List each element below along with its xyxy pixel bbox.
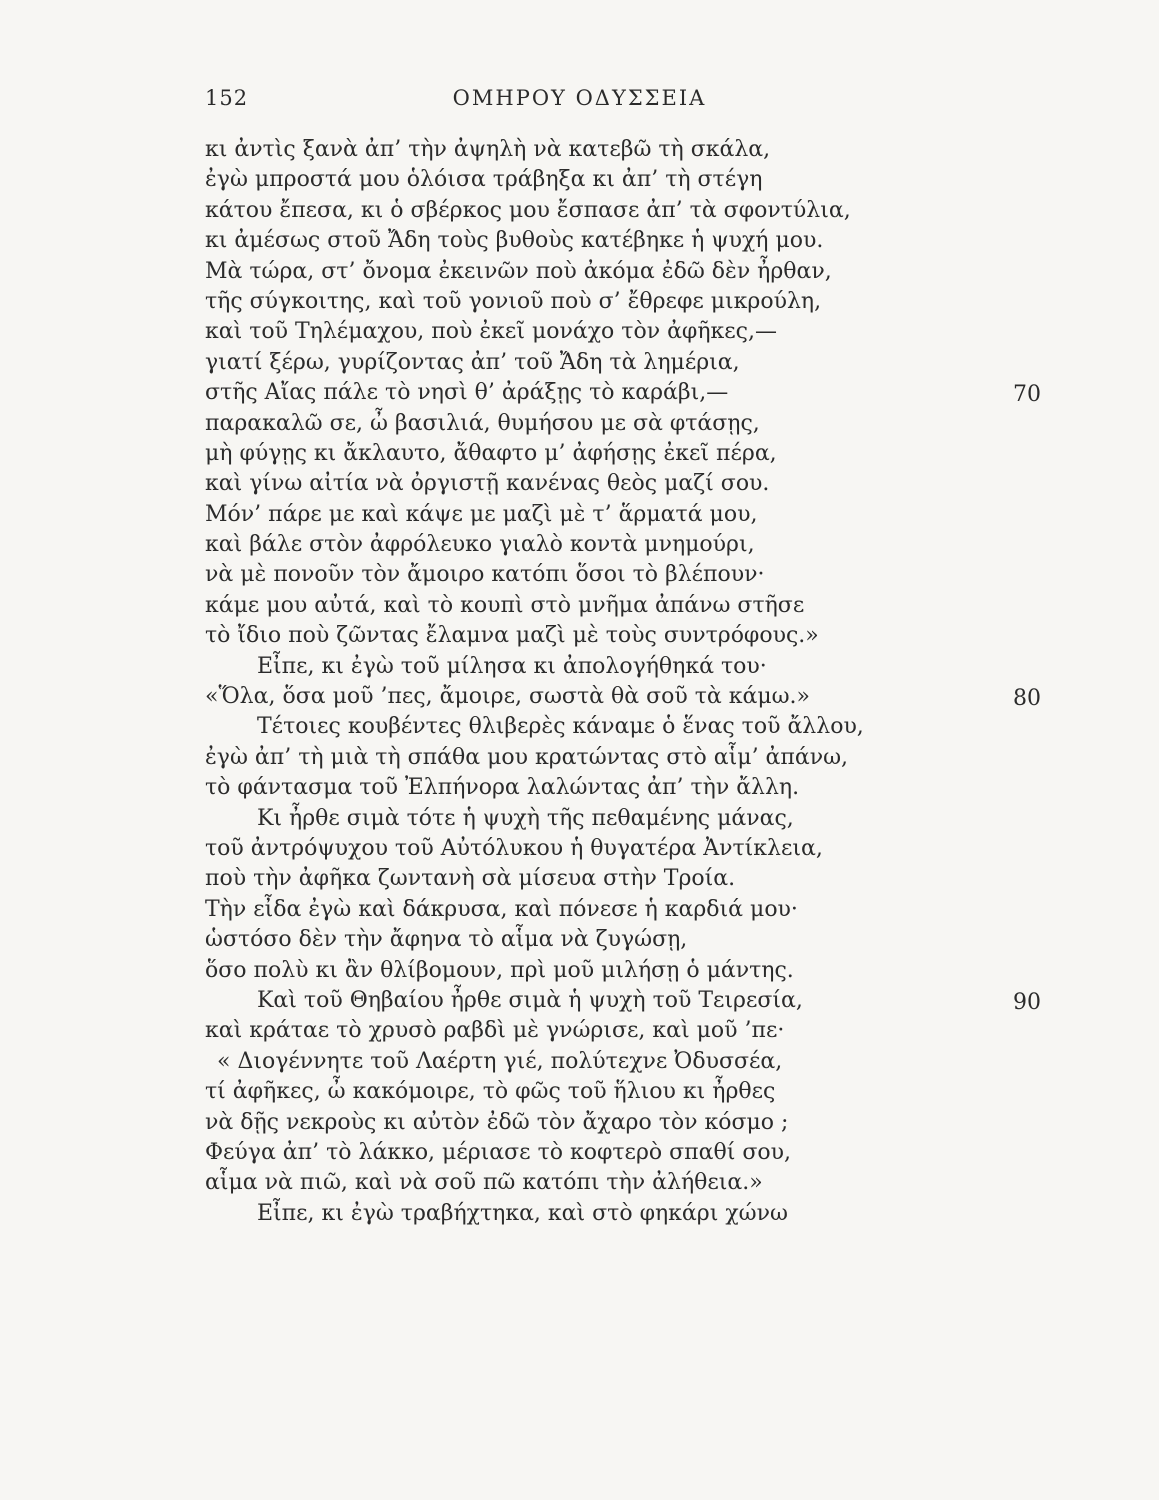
verse-line (205, 1108, 1045, 1138)
verse-line-text: στῆς Αἴας πάλε τὸ νησὶ θ’ ἀράξῃς τὸ καράβι,— (205, 380, 729, 406)
verse-line (205, 712, 1045, 742)
verse-line-text: «Ὅλα, ὅσα μοῦ ’πες, ἄμοιρε, σωστὰ θὰ σοῦ τὰ κάμω.» (205, 684, 811, 710)
verse-line-text: μὴ φύγῃς κι ἄκλαυτο, ἄθαφτο μ’ ἀφήσῃς ἐκεῖ πέρα, (205, 440, 777, 466)
verse-line (205, 1199, 1045, 1229)
verse-line (205, 317, 1045, 347)
verse-line (205, 1077, 1045, 1107)
verse-line (205, 560, 1045, 590)
verse-line (205, 409, 1045, 439)
verse-line (205, 652, 1045, 682)
verse-line (205, 348, 1045, 378)
verse-line (205, 773, 1045, 803)
verse-line (205, 439, 1045, 469)
verse-line-text: καὶ γίνω αἰτία νὰ ὀργιστῇ κανένας θεὸς μαζί σου. (205, 471, 770, 497)
verse-line-text: κάμε μου αὐτά, καὶ τὸ κουπὶ στὸ μνῆμα ἀπάνω στῆσε (205, 592, 805, 618)
verse-line (205, 1138, 1045, 1168)
verse-line-text: Τὴν εἶδα ἐγὼ καὶ δάκρυσα, καὶ πόνεσε ἡ καρδιά μου· (205, 896, 798, 922)
verse-line-text: Εἶπε, κι ἐγὼ τραβήχτηκα, καὶ στὸ φηκάρι χώνω (257, 1200, 788, 1226)
verse-line (205, 895, 1045, 925)
verse-line (205, 469, 1045, 499)
verse-line-text: τὸ ἴδιο ποὺ ζῶντας ἔλαμνα μαζὶ μὲ τοὺς συντρόφους.» (205, 623, 819, 649)
verse-line-text: τοῦ ἀντρόψυχου τοῦ Αὐτόλυκου ἡ θυγατέρα Ἀντίκλεια, (205, 835, 823, 861)
verse-line-text: ὅσο πολὺ κι ἂν θλίβομουν, πρὶ μοῦ μιλήσῃ ὁ μάντης. (205, 957, 794, 983)
verse-line (205, 682, 1045, 712)
verse-line-text: ποὺ τὴν ἀφῆκα ζωντανὴ σὰ μίσευα στὴν Τροία. (205, 866, 736, 892)
verse-line-text: Φεύγα ἀπ’ τὸ λάκκο, μέριασε τὸ κοφτερὸ σπαθί σου, (205, 1139, 791, 1165)
verse-line-text: καὶ τοῦ Τηλέμαχου, ποὺ ἐκεῖ μονάχο τὸν ἀφῆκες,— (205, 319, 777, 345)
verse-line-text: Τέτοιες κουβέντες θλιβερὲς κάναμε ὁ ἕνας τοῦ ἄλλου, (257, 714, 864, 740)
verse-line (205, 743, 1045, 773)
verse-line-text: Μόν’ πάρε με καὶ κάψε με μαζὶ μὲ τ’ ἅρματά μου, (205, 501, 758, 527)
verse-line (205, 378, 1045, 408)
verse-line-text: τί ἀφῆκες, ὦ κακόμοιρε, τὸ φῶς τοῦ ἥλιου κι ἦρθες (205, 1079, 776, 1105)
verse-line (205, 257, 1045, 287)
verse-line (205, 500, 1045, 530)
verse-line (205, 226, 1045, 256)
verse-line-text: αἷμα νὰ πιῶ, καὶ νὰ σοῦ πῶ κατόπι τὴν ἀλήθεια.» (205, 1170, 763, 1196)
running-title: ΟΜΗΡΟΥ ΟΔΥΣΣΕΙΑ (452, 86, 707, 110)
verse-line (205, 621, 1045, 651)
verse-line-text: « Διογέννητε τοῦ Λαέρτη γιέ, πολύτεχνε Ὀδυσσέα, (217, 1048, 783, 1074)
verse-line (205, 864, 1045, 894)
verse-line-text: ἐγὼ μπροστά μου ὁλόισα τράβηξα κι ἀπ’ τὴ στέγη (205, 167, 763, 193)
verse-line-text: Εἶπε, κι ἐγὼ τοῦ μίλησα κι ἀπολογήθηκά του· (257, 653, 767, 679)
verse-line (205, 165, 1045, 195)
verse-line-text: κι ἀντὶς ξανὰ ἀπ’ τὴν ἀψηλὴ νὰ κατεβῶ τὴ σκάλα, (205, 137, 771, 162)
verse-line (205, 834, 1045, 864)
verse-block (205, 135, 1045, 1229)
verse-line-text: γιατί ξέρω, γυρίζοντας ἀπ’ τοῦ Ἄδη τὰ λημέρια, (205, 349, 740, 375)
verse-line-text: καὶ κράταε τὸ χρυσὸ ραβδὶ μὲ γνώρισε, καὶ μοῦ ’πε· (205, 1018, 785, 1044)
verse-line (205, 804, 1045, 834)
verse-line (205, 1016, 1045, 1046)
verse-line-text: κάτου ἔπεσα, κι ὁ σβέρκος μου ἔσπασε ἀπ’ τὰ σφοντύλια, (205, 197, 851, 223)
verse-line (205, 956, 1045, 986)
verse-line (205, 986, 1045, 1016)
verse-line-text: ἐγὼ ἀπ’ τὴ μιὰ τὴ σπάθα μου κρατώντας στὸ αἷμ’ ἀπάνω, (205, 744, 849, 770)
verse-line (205, 135, 1045, 165)
verse-line (205, 287, 1045, 317)
verse-line (205, 925, 1045, 955)
verse-line-text: νὰ μὲ πονοῦν τὸν ἄμοιρο κατόπι ὅσοι τὸ βλέπουν· (205, 562, 765, 588)
verse-line (205, 1047, 1045, 1077)
verse-line-text: κι ἀμέσως στοῦ Ἄδη τοὺς βυθοὺς κατέβηκε ἡ ψυχή μου. (205, 228, 824, 254)
verse-line-text: Κι ἦρθε σιμὰ τότε ἡ ψυχὴ τῆς πεθαμένης μάνας, (257, 805, 794, 831)
line-number: 90 (1013, 989, 1041, 1015)
verse-line-text: Καὶ τοῦ Θηβαίου ἦρθε σιμὰ ἡ ψυχὴ τοῦ Τειρεσία, (257, 987, 803, 1013)
verse-line-text: Μὰ τώρα, στ’ ὄνομα ἐκεινῶν ποὺ ἀκόμα ἐδῶ δὲν ἦρθαν, (205, 258, 832, 284)
line-number: 70 (1013, 382, 1041, 408)
verse-line-text: καὶ βάλε στὸν ἀφρόλευκο γιαλὸ κοντὰ μνημούρι, (205, 532, 755, 558)
verse-line-text: νὰ δῇς νεκροὺς κι αὐτὸν ἐδῶ τὸν ἄχαρο τὸν κόσμο ; (205, 1109, 789, 1135)
verse-line-text: τῆς σύγκοιτης, καὶ τοῦ γονιοῦ ποὺ σ’ ἔθρεφε μικρούλη, (205, 288, 822, 314)
line-number: 80 (1013, 686, 1041, 712)
page-header (0, 78, 1159, 118)
verse-line-text: ὡστόσο δὲν τὴν ἄφηνα τὸ αἷμα νὰ ζυγώσῃ, (205, 927, 688, 953)
page-number: 152 (205, 86, 249, 110)
verse-line-text: παρακαλῶ σε, ὦ βασιλιά, θυμήσου με σὰ φτάσῃς, (205, 410, 760, 436)
verse-line (205, 530, 1045, 560)
verse-line (205, 196, 1045, 226)
verse-line (205, 1168, 1045, 1198)
verse-line (205, 591, 1045, 621)
verse-line-text: τὸ φάντασμα τοῦ Ἐλπήνορα λαλώντας ἀπ’ τὴν ἄλλη. (205, 775, 800, 801)
